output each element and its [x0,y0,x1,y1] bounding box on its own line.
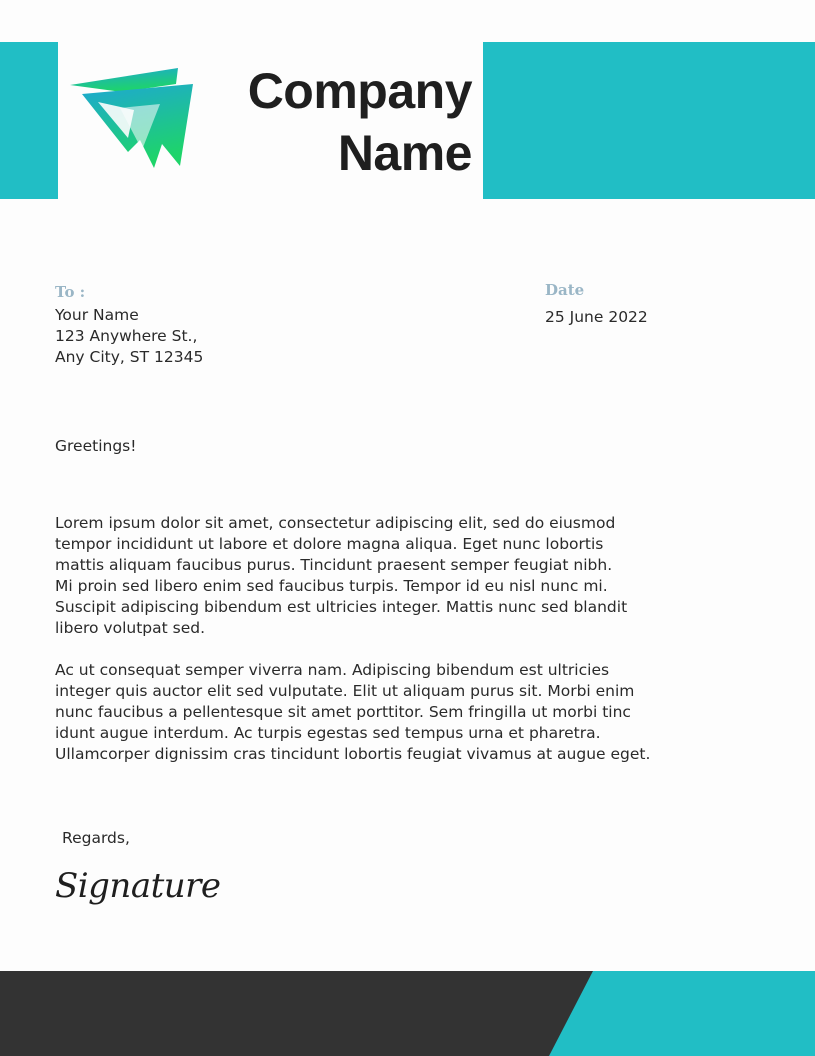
footer-band [0,971,815,1056]
to-label: To : [55,283,86,301]
body-paragraph-1 [55,513,715,639]
header-band-left [0,42,58,199]
paragraph-line: Mi proin sed libero enim sed faucibus turpis. Tempor id eu nisl nunc mi. [55,577,608,595]
paragraph-line: Ullamcorper dignissim cras tincidunt lobortis feugiat vivamus at augue eget. [55,745,651,763]
recipient-city: Any City, ST 12345 [55,348,204,366]
company-name [200,60,472,184]
greeting: Greetings! [55,437,137,455]
header-band-right [483,42,815,199]
signature: Signature [55,866,221,906]
regards: Regards, [62,829,130,847]
recipient-street: 123 Anywhere St., [55,327,198,345]
paragraph-line: Lorem ipsum dolor sit amet, consectetur adipiscing elit, sed do eiusmod [55,514,616,532]
paragraph-line: libero volutpat sed. [55,619,206,637]
paragraph-line: mattis aliquam faucibus purus. Tincidunt praesent semper feugiat nibh. [55,556,613,574]
footer-accent-band [549,971,815,1056]
paragraph-line: nunc faucibus a pellentesque sit amet porttitor. Sem fringilla ut morbi tinc [55,703,631,721]
company-name-line2: Name [337,125,472,181]
paragraph-line: Suscipit adipiscing bibendum est ultricies integer. Mattis nunc sed blandit [55,598,628,616]
paragraph-line: Ac ut consequat semper viverra nam. Adipiscing bibendum est ultricies [55,661,610,679]
recipient-address [55,305,203,368]
company-name-line1: Company [247,63,472,119]
paragraph-line: tempor incididunt ut labore et dolore magna aliqua. Eget nunc lobortis [55,535,604,553]
paragraph-line: idunt augue interdum. Ac turpis egestas sed tempus urna et pharetra. [55,724,601,742]
company-logo-icon [68,64,200,176]
paragraph-line: integer quis auctor elit sed vulputate. Elit ut aliquam purus sit. Morbi enim [55,682,635,700]
body-paragraph-2 [55,660,715,765]
date-value: 25 June 2022 [545,308,648,326]
recipient-name: Your Name [55,306,139,324]
date-label: Date [545,281,585,299]
